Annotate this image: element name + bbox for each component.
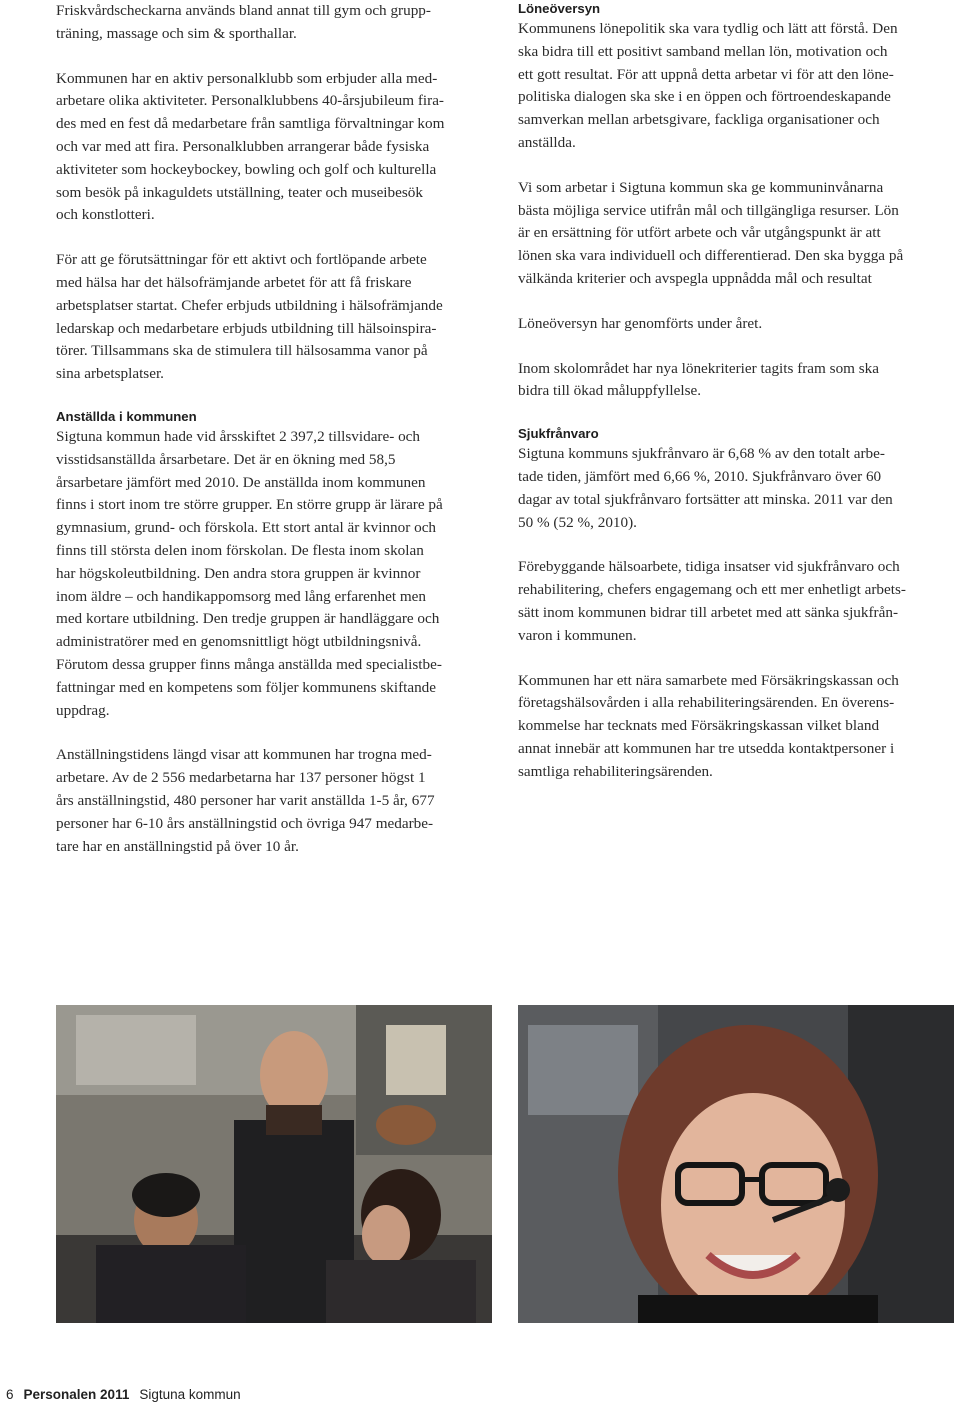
heading-loneoversyn: Löneöversyn	[518, 1, 601, 16]
paragraph-skolomradet: Inom skolområdet har nya lönekriterier tagits fram som ska bidra till ökad måluppfyllelse.	[518, 359, 880, 400]
paragraph-anstallda: Sigtuna kommun hade vid årsskiftet 2 397,2 tillsvidare- och visstidsanställda årsarbetare. Det är en ökning med 58,5 årsarbetare jämfört med 2010. De anställda inom kommunen finns i stort inom tre större grupper. En större grupp är lärare på gymnasium, grund- och förskola. Ett stort antal är kvinnor och finns till största delen inom förskolan. De flesta inom skolan har högskoleutbildning. Den andra stora gruppen är kvinnor inom äldre – och handikappomsorg med lång erfarenhet men med kortare utbildning. Den tredje gruppen är handläggare och administratörer med en genomsnittligt högt utbildningsnivå. Förutom dessa grupper finns många anställda med specialistbe- fattningar med en kompetens som följer kommunens skiftande uppdrag.	[56, 427, 443, 719]
heading-sjukfranvaro: Sjukfrånvaro	[518, 426, 599, 442]
page-number: 6	[6, 1387, 14, 1402]
paragraph-sjukfranvaro: Sigtuna kommuns sjukfrånvaro är 6,68 % av den totalt arbe- tade tiden, jämfört med 6,66 %, 2010. Sjukfrånvaro över 60 dagar av total sjukfrånvaro fortsätter att minska. 2011 var den 50 % (52 %, 2010).	[518, 445, 893, 531]
organization-name: Sigtuna kommun	[139, 1387, 241, 1402]
section-loneoversyn	[518, 0, 954, 155]
right-column	[518, 0, 954, 806]
paragraph-lonepolitik: Kommunens lönepolitik ska vara tydlig och lätt att förstå. Den ska bidra till ett positivt samband mellan lön, motivation och ett gott resultat. För att uppnå detta arbetar vi för att den löne- politiska dialogen ska ske i en öppen och förtroendeskapande samverkan mellan arbetsgivare, fackliga organisationer och anställda.	[518, 20, 898, 151]
photo-portrait-headset	[518, 1005, 954, 1323]
paragraph-personalklubb: Kommunen har en aktiv personalklubb som erbjuder alla med- arbetare olika aktiviteter. Personalklubbens 40-årsjubileum fira- des med en fest då medarbetare från samtliga förvaltningar kom och var med att fira. Personalklubben arrangerar både fysiska aktiviteter som hockeybockey, bowling och golf och kulturella som besök på inkaguldets utställning, teater och museibesök och konstlotteri.	[56, 69, 445, 224]
paragraph-halsoframjande: För att ge förutsättningar för ett aktivt och fortlöpande arbete med hälsa har det hälsofrämjande arbetet för att få friskare arbetsplatser startat. Chefer erbjuds utbildning i hälsofrämjande ledarskap och medarbetare erbjuds utbildning till hälsoinspira- törer. Tillsammans ska de stimulera till hälsosamma vanor på sina arbetsplatser.	[56, 251, 443, 383]
paragraph-forebyggande: Förebyggande hälsoarbete, tidiga insatser vid sjukfrånvaro och rehabilitering, chefers engagemang och ett mer enhetligt arbets- sätt inom kommunen bidrar till arbetet med att sänka sjukfrån- varon i kommunen.	[518, 558, 906, 644]
heading-anstallda: Anställda i kommunen	[56, 408, 197, 424]
paragraph-genomfort: Löneöversyn har genomförts under året.	[518, 314, 763, 332]
paragraph-friskvard: Friskvårdscheckarna används bland annat till gym och grupp- träning, massage och sim & sporthallar.	[56, 2, 431, 42]
paragraph-anstallningstid: Anställningstidens längd visar att kommunen har trogna med- arbetare. Av de 2 556 medarbetarna har 137 personer högst 1 års anställningstid, 480 personer har varit anställda 1-5 år, 677 personer har 6-10 års anställningstid och övriga 947 medarbe- tare har en anställningstid på över 10 år.	[56, 746, 435, 855]
left-column	[56, 0, 494, 880]
page-footer	[6, 1387, 241, 1402]
photo-portrait-illustration	[518, 1005, 954, 1323]
paragraph-service: Vi som arbetar i Sigtuna kommun ska ge kommuninvånarna bästa möjliga service utifrån mål och tillgängliga resurser. Lön är en ersättning för utfört arbete och vår utgångspunkt är att lönen ska vara individuell och differentierad. Den ska bygga på välkända kriterier och avspegla uppnådda mål och resultat	[518, 178, 904, 287]
section-sjukfranvaro	[518, 425, 954, 534]
section-anstallda	[56, 408, 494, 722]
paragraph-samarbete: Kommunen har ett nära samarbete med Försäkringskassan och företagshälsovården i alla rehabiliteringsärenden. En överens- kommelse har tecknats med Försäkringskassan vilket bland annat innebär att kommunen har tre utsedda kontaktpersoner i samtliga rehabiliteringsärenden.	[518, 671, 899, 780]
photo-coworkers	[56, 1005, 492, 1323]
publication-title: Personalen 2011	[23, 1387, 130, 1402]
photo-coworkers-illustration	[56, 1005, 492, 1323]
